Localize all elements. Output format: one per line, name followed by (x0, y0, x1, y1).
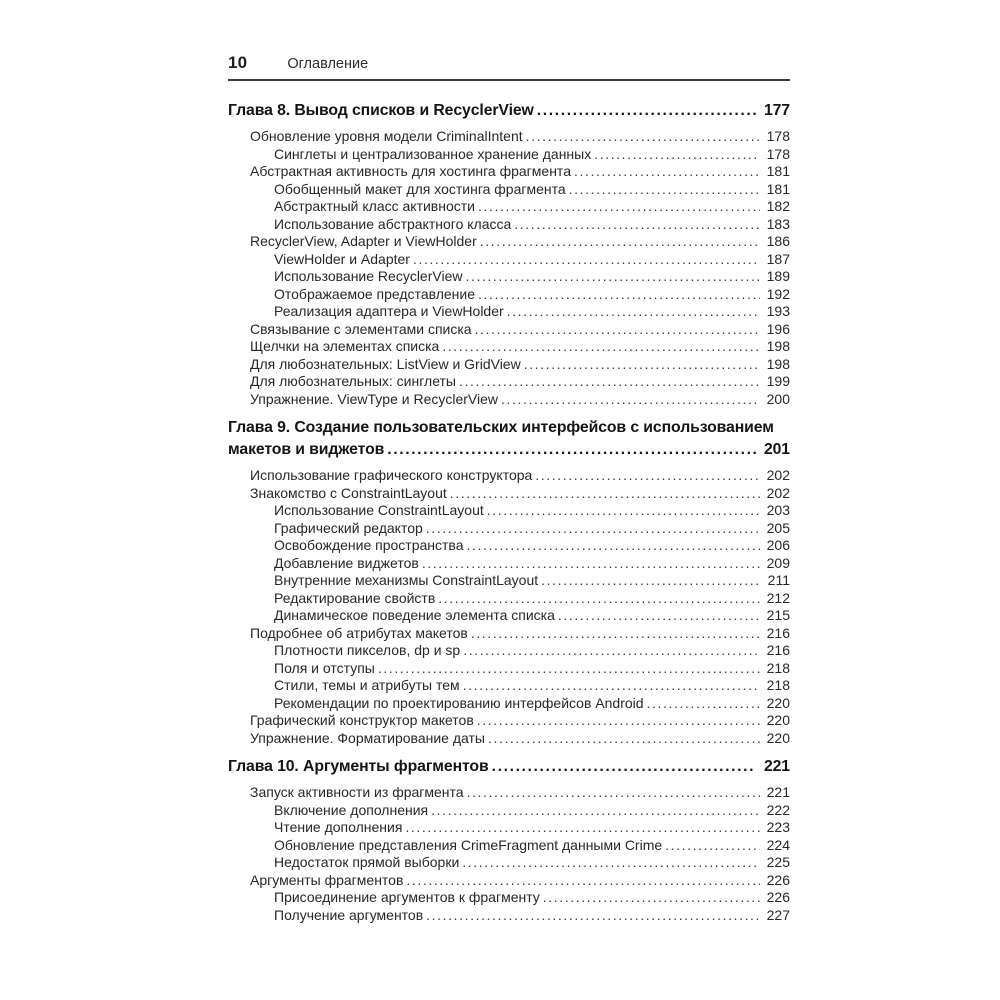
entry-label: Упражнение. Форматирование даты (250, 729, 485, 746)
toc-entry (228, 607, 790, 625)
entry-page-number: 205 (766, 519, 790, 536)
entry-page-number: 216 (766, 624, 790, 641)
dot-leader (501, 391, 760, 409)
entry-page-number: 187 (766, 250, 790, 267)
entry-page-number: 198 (766, 338, 790, 354)
chapter-heading (228, 417, 790, 461)
entry-page-number: 215 (766, 607, 790, 623)
toc-entry (228, 146, 790, 164)
entry-page-number: 202 (766, 467, 790, 483)
dot-leader (574, 163, 760, 181)
entry-label: Абстрактный класс активности (274, 198, 475, 214)
toc-section (228, 756, 790, 924)
dot-leader (422, 555, 760, 573)
toc-entry (228, 163, 790, 181)
toc-entry (228, 537, 790, 555)
toc-entry (228, 872, 790, 890)
entry-page-number: 223 (766, 819, 790, 835)
entry-label: Присоединение аргументов к фрагменту (274, 889, 540, 905)
dot-leader (463, 677, 760, 695)
entry-page-number: 199 (766, 373, 790, 389)
dot-leader (462, 854, 760, 872)
entry-page-number: 226 (766, 871, 790, 888)
entry-label: Синглеты и централизованное хранение данных (274, 145, 592, 162)
dot-leader (480, 233, 760, 251)
entry-page-number: 216 (766, 642, 790, 658)
dot-leader (378, 660, 760, 678)
entry-page-number: 200 (766, 390, 790, 407)
toc-entry (228, 555, 790, 573)
toc-entry (228, 625, 790, 643)
entry-label: Графический редактор (274, 519, 423, 536)
dot-leader (647, 695, 760, 713)
entry-label: Динамическое поведение элемента списка (274, 607, 555, 623)
toc-entry (228, 485, 790, 503)
page-content (228, 53, 790, 924)
entry-label: Щелчки на элементах списка (250, 338, 440, 354)
header-rule (228, 79, 790, 81)
dot-leader (467, 537, 761, 555)
entry-label: Включение дополнения (274, 801, 429, 818)
entry-page-number: 196 (766, 320, 790, 337)
entry-label: Использование графического конструктора (250, 467, 533, 483)
toc-entry (228, 502, 790, 520)
running-header (228, 53, 790, 73)
entry-label: Внутренние механизмы ConstraintLayout (274, 572, 539, 588)
toc-entry (228, 837, 790, 855)
entry-page-number: 183 (766, 215, 790, 232)
entry-page-number: 224 (766, 836, 790, 853)
dot-leader (387, 439, 756, 461)
entry-page-number: 218 (766, 677, 790, 693)
toc-entry (228, 660, 790, 678)
dot-leader (541, 572, 760, 590)
entry-page-number: 203 (766, 502, 790, 518)
entry-page-number: 202 (766, 484, 790, 501)
entry-page-number: 181 (766, 180, 790, 197)
dot-leader (459, 373, 760, 391)
dot-leader (665, 837, 760, 855)
toc-entry (228, 128, 790, 146)
entry-page-number: 189 (766, 268, 790, 284)
dot-leader (524, 356, 760, 374)
dot-leader (475, 321, 760, 339)
entry-label: Добавление виджетов (274, 554, 419, 571)
toc-entry (228, 467, 790, 485)
dot-leader (426, 907, 760, 925)
dot-leader (463, 642, 760, 660)
dot-leader (471, 625, 760, 643)
entry-page-number: 209 (766, 554, 790, 571)
dot-leader (569, 181, 760, 199)
entry-label: RecyclerView, Adapter и ViewHolder (250, 233, 477, 249)
toc-entry (228, 677, 790, 695)
dot-leader (478, 198, 760, 216)
entry-label: ViewHolder и Adapter (274, 250, 410, 267)
entry-page-number: 221 (766, 784, 790, 800)
entry-page-number: 212 (766, 589, 790, 606)
dot-leader (477, 712, 760, 730)
dot-leader (507, 303, 760, 321)
toc-entry (228, 356, 790, 374)
entry-page-number: 211 (767, 572, 790, 588)
dot-leader (467, 784, 760, 802)
toc-entry (228, 819, 790, 837)
toc-entry (228, 590, 790, 608)
entry-page-number: 218 (766, 659, 790, 676)
entry-label: Чтение дополнения (274, 819, 403, 835)
chapter-page-number: 177 (763, 102, 790, 119)
toc-entry (228, 216, 790, 234)
toc-entry (228, 321, 790, 339)
toc-entry (228, 198, 790, 216)
entry-page-number: 220 (766, 712, 790, 728)
dot-leader (526, 128, 760, 146)
entry-label: Использование ConstraintLayout (274, 502, 484, 518)
toc-entry (228, 286, 790, 304)
entry-label: Редактирование свойств (274, 589, 436, 606)
chapter-title: макетов и виджетов (228, 441, 385, 458)
dot-leader (537, 100, 756, 122)
entry-label: Стили, темы и атрибуты тем (274, 677, 460, 693)
toc-entry (228, 784, 790, 802)
chapter-title: Глава 8. Вывод списков и RecyclerView (228, 102, 534, 119)
chapter-heading-line: Глава 9. Создание пользовательских интерфейсов с использованием (228, 419, 774, 436)
dot-leader (488, 730, 760, 748)
entry-page-number: 178 (766, 128, 790, 144)
entry-label: Обобщенный макет для хостинга фрагмента (274, 180, 566, 197)
dot-leader (438, 590, 760, 608)
dot-leader (492, 756, 756, 778)
dot-leader (406, 872, 760, 890)
entry-label: Упражнение. ViewType и RecyclerView (250, 390, 499, 407)
chapter-heading-row (228, 100, 790, 122)
entry-label: Аргументы фрагментов (250, 871, 404, 888)
toc-entry (228, 695, 790, 713)
entry-page-number: 206 (766, 537, 790, 553)
entry-label: Абстрактная активность для хостинга фрагмента (250, 163, 571, 179)
toc-section (228, 100, 790, 408)
entry-label: Плотности пикселов, dp и sp (274, 642, 461, 658)
entry-label: Поля и отступы (274, 659, 375, 676)
toc-entry (228, 907, 790, 925)
dot-leader (431, 802, 760, 820)
dot-leader (405, 819, 760, 837)
dot-leader (487, 502, 760, 520)
entry-label: Подробнее об атрибутах макетов (250, 624, 468, 641)
entry-label: Рекомендации по проектированию интерфейсов Android (274, 694, 644, 711)
entry-label: Использование абстрактного класса (274, 215, 512, 232)
toc-entry (228, 889, 790, 907)
toc-entry (228, 572, 790, 590)
entry-page-number: 182 (766, 198, 790, 214)
entry-label: Графический конструктор макетов (250, 712, 474, 728)
entry-page-number: 227 (766, 906, 790, 923)
toc-entry (228, 181, 790, 199)
entry-page-number: 198 (766, 355, 790, 372)
toc-entry (228, 303, 790, 321)
dot-leader (558, 607, 760, 625)
entry-label: Недостаток прямой выборки (274, 854, 460, 870)
toc-entry (228, 802, 790, 820)
entry-label: Освобождение пространства (274, 537, 464, 553)
entry-page-number: 192 (766, 285, 790, 302)
toc-entry (228, 233, 790, 251)
toc-section (228, 417, 790, 747)
entry-label: Отображаемое представление (274, 285, 476, 302)
entry-page-number: 186 (766, 233, 790, 249)
toc-entry (228, 251, 790, 269)
toc-entry (228, 712, 790, 730)
entry-page-number: 220 (766, 729, 790, 746)
dot-leader (450, 485, 760, 503)
entry-page-number: 225 (766, 854, 790, 870)
entry-label: Обновление уровня модели CriminalIntent (250, 128, 523, 144)
toc-entry (228, 373, 790, 391)
toc-entry (228, 520, 790, 538)
dot-leader (465, 268, 760, 286)
chapter-heading-row (228, 439, 790, 461)
entry-label: Получение аргументов (274, 906, 424, 923)
chapter-page-number: 221 (763, 758, 790, 775)
entry-page-number: 220 (766, 694, 790, 711)
dot-leader (543, 889, 760, 907)
entry-page-number: 193 (766, 303, 790, 319)
chapter-heading (228, 756, 790, 778)
dot-leader (426, 520, 760, 538)
entry-label: Знакомство с ConstraintLayout (250, 484, 447, 501)
entry-label: Для любознательных: ListView и GridView (250, 355, 521, 372)
entry-page-number: 226 (766, 889, 790, 905)
entry-label: Реализация адаптера и ViewHolder (274, 303, 504, 319)
dot-leader (535, 467, 760, 485)
toc-entry (228, 268, 790, 286)
chapter-title: Глава 10. Аргументы фрагментов (228, 758, 489, 775)
toc-entry (228, 854, 790, 872)
entry-page-number: 181 (766, 163, 790, 179)
entry-page-number: 178 (766, 145, 790, 162)
dot-leader (594, 146, 760, 164)
table-of-contents (228, 100, 790, 924)
toc-entry (228, 730, 790, 748)
dot-leader (514, 216, 760, 234)
dot-leader (442, 338, 760, 356)
entry-label: Обновление представления CrimeFragment данными Crime (274, 836, 663, 853)
running-header-title: Оглавление (287, 56, 369, 72)
chapter-page-number: 201 (763, 441, 790, 458)
entry-page-number: 222 (766, 801, 790, 818)
entry-label: Использование RecyclerView (274, 268, 463, 284)
entry-label: Для любознательных: синглеты (250, 373, 456, 389)
toc-entry (228, 338, 790, 356)
running-header-page-number: 10 (228, 53, 248, 72)
toc-entry (228, 391, 790, 409)
chapter-heading-row (228, 756, 790, 778)
entry-label: Связывание с элементами списка (250, 320, 472, 337)
chapter-heading (228, 100, 790, 122)
toc-entry (228, 642, 790, 660)
dot-leader (478, 286, 760, 304)
dot-leader (413, 251, 760, 269)
entry-label: Запуск активности из фрагмента (250, 784, 464, 800)
